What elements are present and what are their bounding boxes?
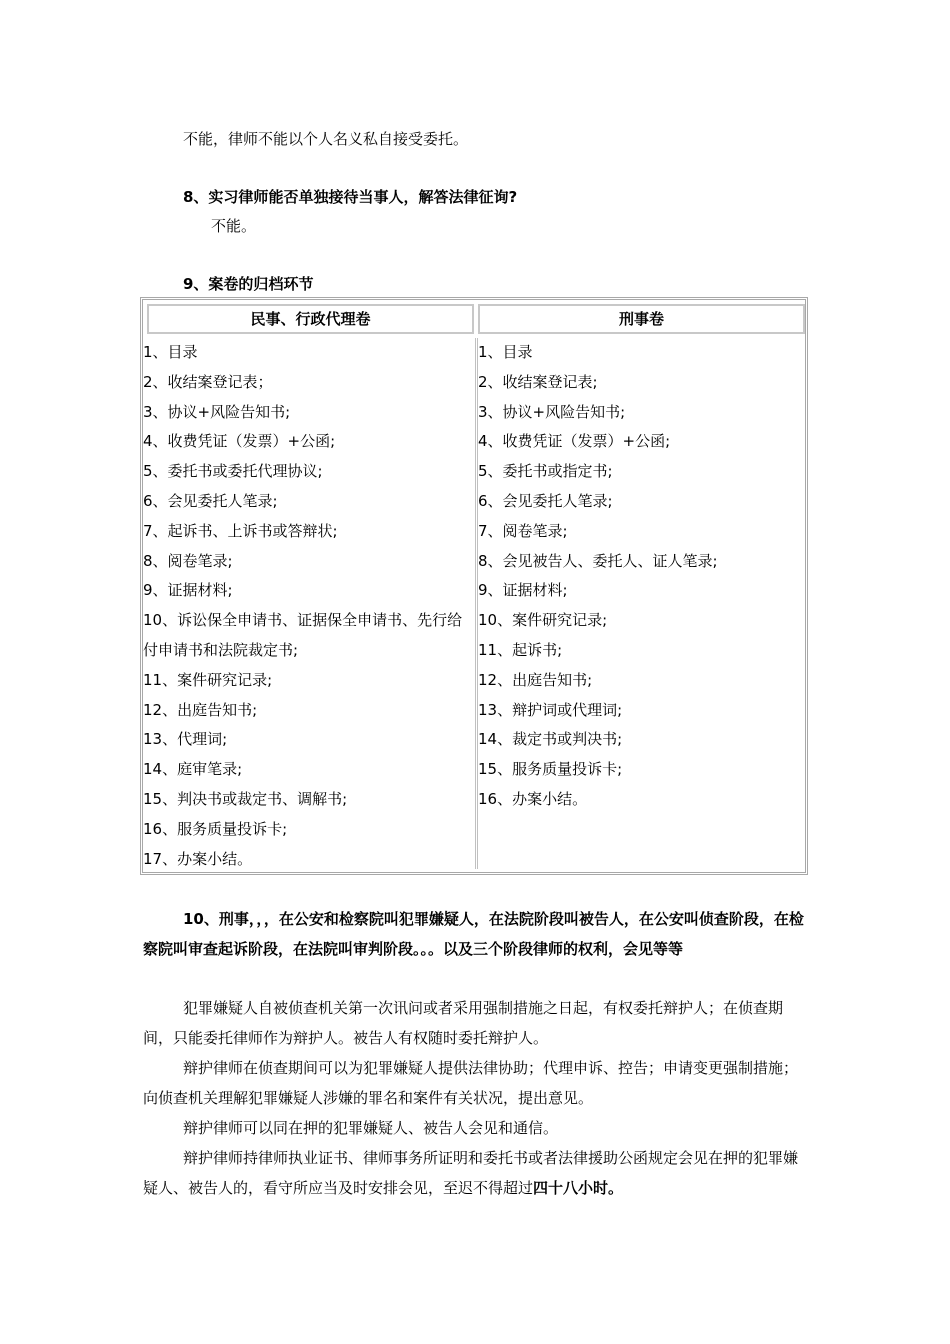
list-item: 16、服务质量投诉卡;: [143, 819, 288, 838]
q10-paragraph-1: 犯罪嫌疑人自被侦查机关第一次讯问或者采用强制措施之日起，有权委托辩护人；在侦查期间，只能委托律师作为辩护人。被告人有权随时委托辩护人。: [143, 999, 784, 1047]
q9-title: 9、案卷的归档环节: [183, 275, 314, 293]
list-item: 16、办案小结。: [478, 789, 588, 808]
q10-paragraph-3: 辩护律师可以同在押的犯罪嫌疑人、被告人会见和通信。: [183, 1119, 559, 1137]
list-item: 10、案件研究记录;: [478, 611, 608, 630]
list-item: 5、委托书或委托代理协议;: [143, 462, 323, 481]
q10-paragraph-4-emphasis: 四十八小时。: [533, 1179, 624, 1197]
list-item: 2、收结案登记表;: [478, 372, 598, 391]
list-item: 9、证据材料;: [143, 581, 233, 600]
list-item: 13、代理词;: [143, 730, 228, 749]
list-item: 9、证据材料;: [478, 581, 568, 600]
list-item: 6、会见委托人笔录;: [143, 491, 278, 510]
list-item: 14、裁定书或判决书;: [478, 730, 623, 749]
list-item: 7、起诉书、上诉书或答辩状;: [143, 521, 338, 540]
q10-paragraph-4: [143, 1143, 806, 1203]
list-item: 11、起诉书;: [478, 640, 563, 659]
list-item: 1、目录: [478, 343, 533, 361]
criminal-column: [478, 338, 805, 869]
q10-paragraph-4-text: 辩护律师持律师执业证书、律师事务所证明和委托书或者法律援助公函规定会见在押的犯罪嫌疑人、被告人的，看守所应当及时安排会见，至迟不得超过: [143, 1149, 799, 1197]
list-item: 12、出庭告知书;: [143, 700, 258, 719]
list-item: 15、服务质量投诉卡;: [478, 760, 623, 779]
list-item: 6、会见委托人笔录;: [478, 491, 613, 510]
list-item: 7、阅卷笔录;: [478, 521, 568, 540]
list-item: 14、庭审笔录;: [143, 760, 243, 779]
list-item: 8、会见被告人、委托人、证人笔录;: [478, 551, 718, 570]
list-item: 4、收费凭证（发票）+公函;: [478, 432, 671, 451]
table-header-criminal: 刑事卷: [478, 304, 805, 334]
list-item: 17、办案小结。: [143, 849, 253, 868]
list-item: 13、辩护词或代理词;: [478, 700, 623, 719]
intro-answer: 不能，律师不能以个人名义私自接受委托。: [183, 130, 469, 148]
civil-column: [143, 338, 478, 869]
q8-answer: 不能。: [211, 217, 257, 235]
table-header-civil: 民事、行政代理卷: [147, 304, 474, 334]
archive-table: [140, 297, 808, 875]
list-item: 4、收费凭证（发票）+公函;: [143, 432, 336, 451]
q8-question: 8、实习律师能否单独接待当事人，解答法律征询?: [183, 188, 518, 206]
list-item: 8、阅卷笔录;: [143, 551, 233, 570]
list-item: 12、出庭告知书;: [478, 670, 593, 689]
q10-heading: 10、刑事，，，在公安和检察院叫犯罪嫌疑人，在法院阶段叫被告人，在公安叫侦查阶段，在检察院叫审查起诉阶段，在法院叫审判阶段。。。以及三个阶段律师的权利，会见等等: [143, 910, 804, 958]
list-item: 1、目录: [143, 343, 198, 361]
list-item: 15、判决书或裁定书、调解书;: [143, 789, 348, 808]
list-item: 11、案件研究记录;: [143, 670, 273, 689]
list-item: 5、委托书或指定书;: [478, 462, 613, 481]
q10-paragraph-2: 辩护律师在侦查期间可以为犯罪嫌疑人提供法律协助；代理申诉、控告；申请变更强制措施；向侦查机关理解犯罪嫌疑人涉嫌的罪名和案件有关状况，提出意见。: [143, 1059, 799, 1107]
list-item: 3、协议+风险告知书;: [143, 402, 291, 421]
list-item: 10、诉讼保全申请书、证据保全申请书、先行给付申请书和法院裁定书;: [143, 611, 463, 659]
list-item: 2、收结案登记表；: [143, 372, 273, 391]
list-item: 3、协议+风险告知书;: [478, 402, 626, 421]
